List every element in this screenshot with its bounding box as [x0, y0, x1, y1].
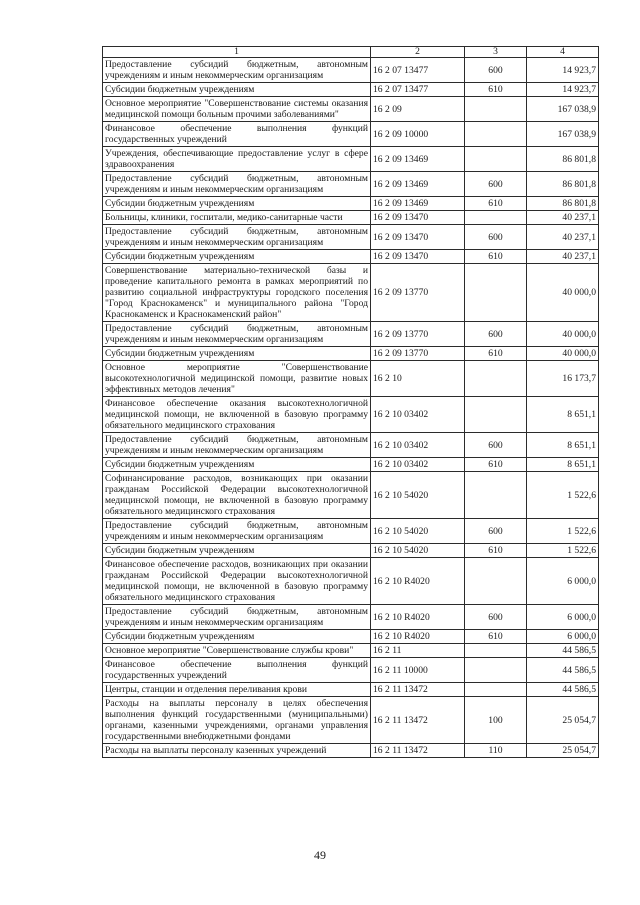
- row-type-cell: [465, 211, 527, 225]
- row-sum-cell: 14 923,7: [527, 58, 599, 83]
- row-sum-cell: 86 801,8: [527, 147, 599, 172]
- row-sum-cell: 25 054,7: [527, 697, 599, 744]
- row-code-cell: 16 2 09 13770: [371, 322, 465, 347]
- table-row: [103, 97, 599, 122]
- row-name-cell: Субсидии бюджетным учреждениям: [103, 197, 371, 211]
- row-code-cell: 16 2 09 13770: [371, 264, 465, 322]
- row-sum-cell: 40 000,0: [527, 322, 599, 347]
- row-name-cell: Субсидии бюджетным учреждениям: [103, 458, 371, 472]
- row-type-cell: [465, 122, 527, 147]
- table-row: [103, 605, 599, 630]
- row-type-cell: 600: [465, 322, 527, 347]
- row-code-cell: 16 2 10 03402: [371, 397, 465, 433]
- row-name-cell: Предоставление субсидий бюджетным, автономным учреждениям и иным некоммерческим организациям: [103, 172, 371, 197]
- row-code-cell: 16 2 09 10000: [371, 122, 465, 147]
- table-row: [103, 361, 599, 397]
- row-code-cell: 16 2 09 13470: [371, 225, 465, 250]
- row-type-cell: [465, 472, 527, 519]
- budget-table: [102, 46, 599, 758]
- row-code-cell: 16 2 09 13469: [371, 147, 465, 172]
- row-type-cell: [465, 97, 527, 122]
- row-sum-cell: 44 586,5: [527, 644, 599, 658]
- row-type-cell: 610: [465, 250, 527, 264]
- row-type-cell: [465, 264, 527, 322]
- row-code-cell: 16 2 11 13472: [371, 744, 465, 758]
- row-code-cell: 16 2 10 54020: [371, 544, 465, 558]
- row-code-cell: 16 2 11 10000: [371, 658, 465, 683]
- row-sum-cell: 6 000,0: [527, 558, 599, 605]
- row-name-cell: Предоставление субсидий бюджетным, автономным учреждениям и иным некоммерческим организациям: [103, 605, 371, 630]
- table-row: [103, 697, 599, 744]
- row-sum-cell: 40 000,0: [527, 264, 599, 322]
- row-type-cell: 110: [465, 744, 527, 758]
- row-code-cell: 16 2 10 R4020: [371, 605, 465, 630]
- row-type-cell: [465, 683, 527, 697]
- row-code-cell: 16 2 09 13469: [371, 197, 465, 211]
- table-header: [103, 47, 599, 58]
- table-row: [103, 250, 599, 264]
- row-name-cell: Учреждения, обеспечивающие предоставление услуг в сфере здравоохранения: [103, 147, 371, 172]
- row-name-cell: Предоставление субсидий бюджетным, автономным учреждениям и иным некоммерческим организациям: [103, 433, 371, 458]
- row-type-cell: 600: [465, 605, 527, 630]
- row-code-cell: 16 2 09 13470: [371, 250, 465, 264]
- row-code-cell: 16 2 11 13472: [371, 697, 465, 744]
- row-type-cell: 100: [465, 697, 527, 744]
- row-sum-cell: 86 801,8: [527, 197, 599, 211]
- row-code-cell: 16 2 10 03402: [371, 433, 465, 458]
- row-name-cell: Совершенствование материально-технической базы и проведение капитального ремонта в рамках мероприятий по развитию социальной инфраструктуры городского поселения "Город Краснокаменск" и муниципального района "Город Краснокаменск и Краснокаменский район": [103, 264, 371, 322]
- table-row: [103, 264, 599, 322]
- row-sum-cell: 16 173,7: [527, 361, 599, 397]
- row-code-cell: 16 2 09 13469: [371, 172, 465, 197]
- row-type-cell: 610: [465, 458, 527, 472]
- row-type-cell: 610: [465, 347, 527, 361]
- row-name-cell: Субсидии бюджетным учреждениям: [103, 83, 371, 97]
- row-code-cell: 16 2 10: [371, 361, 465, 397]
- row-type-cell: 600: [465, 225, 527, 250]
- table-row: [103, 433, 599, 458]
- table-row: [103, 172, 599, 197]
- table-row: [103, 211, 599, 225]
- page-number: 49: [314, 848, 326, 862]
- row-sum-cell: 8 651,1: [527, 458, 599, 472]
- row-code-cell: 16 2 11 13472: [371, 683, 465, 697]
- row-name-cell: Софинансирование расходов, возникающих при оказании гражданам Российской Федерации высокотехнологичной медицинской помощи, не включенной в базовую программу обязательного медицинского страхования: [103, 472, 371, 519]
- row-sum-cell: 40 237,1: [527, 225, 599, 250]
- row-sum-cell: 1 522,6: [527, 544, 599, 558]
- table-row: [103, 458, 599, 472]
- row-type-cell: 600: [465, 433, 527, 458]
- row-type-cell: [465, 558, 527, 605]
- row-sum-cell: 86 801,8: [527, 172, 599, 197]
- row-sum-cell: 6 000,0: [527, 630, 599, 644]
- table-row: [103, 347, 599, 361]
- table-body: [103, 58, 599, 758]
- row-sum-cell: 167 038,9: [527, 97, 599, 122]
- row-sum-cell: 40 237,1: [527, 250, 599, 264]
- table-row: [103, 197, 599, 211]
- row-sum-cell: 1 522,6: [527, 519, 599, 544]
- row-name-cell: Финансовое обеспечение выполнения функций государственных учреждений: [103, 658, 371, 683]
- row-name-cell: Финансовое обеспечение выполнения функций государственных учреждений: [103, 122, 371, 147]
- table-row: [103, 147, 599, 172]
- header-row: [103, 47, 599, 58]
- row-sum-cell: 44 586,5: [527, 683, 599, 697]
- table-row: [103, 644, 599, 658]
- row-sum-cell: 14 923,7: [527, 83, 599, 97]
- row-type-cell: [465, 658, 527, 683]
- row-type-cell: 610: [465, 630, 527, 644]
- table-row: [103, 630, 599, 644]
- row-type-cell: 600: [465, 519, 527, 544]
- row-code-cell: 16 2 09 13470: [371, 211, 465, 225]
- row-name-cell: Предоставление субсидий бюджетным, автономным учреждениям и иным некоммерческим организациям: [103, 225, 371, 250]
- row-name-cell: Финансовое обеспечение расходов, возникающих при оказании гражданам Российской Федерации высокотехнологичной медицинской помощи, не включенной в базовую программу обязательного медицинского страхования: [103, 558, 371, 605]
- row-type-cell: 610: [465, 544, 527, 558]
- table-row: [103, 558, 599, 605]
- table-row: [103, 472, 599, 519]
- row-name-cell: Основное мероприятие "Совершенствование службы крови": [103, 644, 371, 658]
- row-name-cell: Субсидии бюджетным учреждениям: [103, 544, 371, 558]
- row-type-cell: 600: [465, 58, 527, 83]
- row-sum-cell: 1 522,6: [527, 472, 599, 519]
- row-name-cell: Расходы на выплаты персоналу в целях обеспечения выполнения функций государственными (муниципальными) органами, казенными учреждениями, органами управления государственными внебюджетными фондами: [103, 697, 371, 744]
- table-row: [103, 322, 599, 347]
- row-code-cell: 16 2 10 R4020: [371, 558, 465, 605]
- row-type-cell: [465, 397, 527, 433]
- row-name-cell: Предоставление субсидий бюджетным, автономным учреждениям и иным некоммерческим организациям: [103, 58, 371, 83]
- row-sum-cell: 8 651,1: [527, 397, 599, 433]
- table-row: [103, 225, 599, 250]
- row-type-cell: 610: [465, 197, 527, 211]
- header-col-3: 3: [465, 47, 527, 58]
- table-row: [103, 397, 599, 433]
- table-row: [103, 83, 599, 97]
- row-code-cell: 16 2 10 R4020: [371, 630, 465, 644]
- row-name-cell: Предоставление субсидий бюджетным, автономным учреждениям и иным некоммерческим организациям: [103, 322, 371, 347]
- row-name-cell: Субсидии бюджетным учреждениям: [103, 250, 371, 264]
- table-row: [103, 683, 599, 697]
- row-code-cell: 16 2 09 13770: [371, 347, 465, 361]
- row-code-cell: 16 2 10 54020: [371, 519, 465, 544]
- table-row: [103, 658, 599, 683]
- row-sum-cell: 6 000,0: [527, 605, 599, 630]
- table-row: [103, 122, 599, 147]
- row-sum-cell: 25 054,7: [527, 744, 599, 758]
- row-code-cell: 16 2 07 13477: [371, 83, 465, 97]
- row-type-cell: [465, 361, 527, 397]
- row-name-cell: Субсидии бюджетным учреждениям: [103, 630, 371, 644]
- row-name-cell: Основное мероприятие "Совершенствование высокотехнологичной медицинской помощи, развитие новых эффективных методов лечения": [103, 361, 371, 397]
- row-code-cell: 16 2 09: [371, 97, 465, 122]
- row-sum-cell: 44 586,5: [527, 658, 599, 683]
- row-name-cell: Расходы на выплаты персоналу казенных учреждений: [103, 744, 371, 758]
- table-row: [103, 58, 599, 83]
- table-row: [103, 744, 599, 758]
- row-code-cell: 16 2 10 54020: [371, 472, 465, 519]
- header-col-4: 4: [527, 47, 599, 58]
- row-code-cell: 16 2 11: [371, 644, 465, 658]
- row-name-cell: Больницы, клиники, госпитали, медико-санитарные части: [103, 211, 371, 225]
- row-name-cell: Центры, станции и отделения переливания крови: [103, 683, 371, 697]
- row-name-cell: Финансовое обеспечение оказания высокотехнологичной медицинской помощи, не включенной в базовую программу обязательного медицинского страхования: [103, 397, 371, 433]
- row-sum-cell: 167 038,9: [527, 122, 599, 147]
- header-col-2: 2: [371, 47, 465, 58]
- row-type-cell: [465, 644, 527, 658]
- row-code-cell: 16 2 07 13477: [371, 58, 465, 83]
- row-sum-cell: 8 651,1: [527, 433, 599, 458]
- row-type-cell: 610: [465, 83, 527, 97]
- row-sum-cell: 40 000,0: [527, 347, 599, 361]
- row-name-cell: Субсидии бюджетным учреждениям: [103, 347, 371, 361]
- row-code-cell: 16 2 10 03402: [371, 458, 465, 472]
- row-type-cell: [465, 147, 527, 172]
- header-col-1: 1: [103, 47, 371, 58]
- row-name-cell: Основное мероприятие "Совершенствование системы оказания медицинской помощи больным прочими заболеваниями": [103, 97, 371, 122]
- row-sum-cell: 40 237,1: [527, 211, 599, 225]
- table-row: [103, 519, 599, 544]
- row-name-cell: Предоставление субсидий бюджетным, автономным учреждениям и иным некоммерческим организациям: [103, 519, 371, 544]
- table-row: [103, 544, 599, 558]
- row-type-cell: 600: [465, 172, 527, 197]
